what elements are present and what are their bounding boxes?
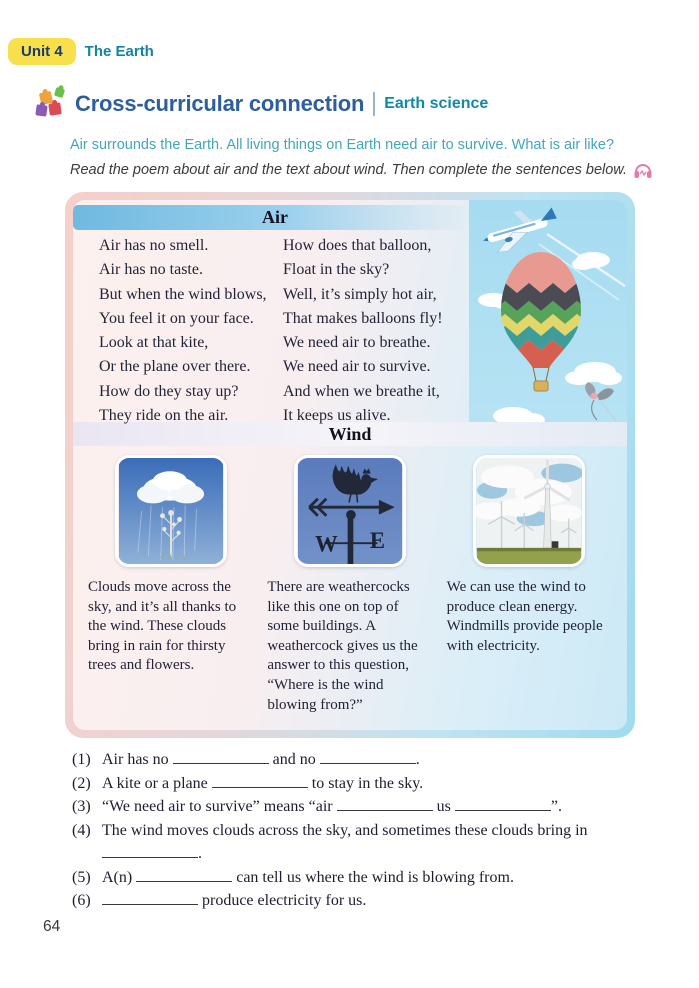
answer-blank xyxy=(455,797,551,811)
instruction-line xyxy=(70,160,660,181)
unit-badge: Unit 4 xyxy=(8,38,76,65)
air-illustration-graphic xyxy=(469,200,627,422)
poem-line: Well, it’s simply hot air, xyxy=(283,285,437,303)
exercise-item xyxy=(72,889,634,913)
hot-air-balloon-icon xyxy=(499,250,583,391)
section-title-row xyxy=(34,88,488,120)
intro-block xyxy=(70,135,660,181)
exercise-item-text: produce electricity for us. xyxy=(102,889,634,913)
airplane-icon xyxy=(478,201,562,257)
exercise-item xyxy=(72,772,634,796)
rain-cloud-photo xyxy=(115,455,227,567)
poem-line: That makes balloons fly! xyxy=(283,309,443,327)
poem-line: We need air to survive. xyxy=(283,358,431,376)
air-heading-band xyxy=(73,205,477,230)
exercise-item-number: (6) xyxy=(72,892,91,909)
exercise-item-text: A(n) can tell us where the wind is blowing from. xyxy=(102,868,514,886)
air-poem xyxy=(99,234,467,428)
instruction-text: Read the poem about air and the text about wind. Then complete the sentences below. xyxy=(70,162,628,178)
poem-line: And when we breathe it, xyxy=(283,382,440,400)
wind-column-windmills xyxy=(446,455,613,715)
svg-text:W: W xyxy=(314,531,338,557)
poem-line: Air has no taste. xyxy=(99,261,203,279)
air-heading: Air xyxy=(262,207,288,227)
poem-line: They ride on the air. xyxy=(99,407,229,425)
exercise-item xyxy=(72,795,634,819)
poem-line: Look at that kite, xyxy=(99,334,209,352)
kite-icon xyxy=(585,382,617,422)
wind-turbines-photo xyxy=(473,455,585,567)
svg-text:E: E xyxy=(369,527,386,553)
exercise-item xyxy=(72,819,634,866)
exercise-item-text: “We need air to survive” means “air us ”. xyxy=(102,798,562,815)
exercise-item-number: (4) xyxy=(72,821,91,839)
exercise-item-number: (2) xyxy=(72,774,91,792)
exercise-item-text: Air has no and no . xyxy=(102,751,420,768)
wind-columns xyxy=(73,446,627,715)
answer-blank xyxy=(173,750,269,764)
poem-line: Or the plane over there. xyxy=(99,358,251,376)
unit-header xyxy=(8,38,154,65)
wind-column-weathercock xyxy=(266,455,433,715)
wind-text-windmills: We can use the wind to produce clean energy. Windmills provide people with electricity. xyxy=(446,579,603,654)
wind-column-clouds xyxy=(87,455,254,715)
poem-column-2 xyxy=(283,234,467,428)
wind-heading: Wind xyxy=(328,424,372,444)
answer-blank xyxy=(212,774,308,788)
page-number: 64 xyxy=(43,918,61,935)
poem-line: We need air to breathe. xyxy=(283,334,431,352)
unit-title: The Earth xyxy=(84,43,154,60)
exercise-item-text: The wind moves clouds across the sky, and sometimes these clouds bring in . xyxy=(102,821,588,862)
exercise-item-text: A kite or a plane to stay in the sky. xyxy=(102,774,424,792)
answer-blank xyxy=(337,797,433,811)
weathercock-photo xyxy=(294,455,406,567)
poem-line: How does that balloon, xyxy=(283,237,432,254)
answer-blank xyxy=(320,750,416,764)
fill-in-exercise xyxy=(72,748,634,913)
poem-line: It keeps us alive. xyxy=(283,407,391,425)
poem-line: Float in the sky? xyxy=(283,261,390,279)
poem-line: How do they stay up? xyxy=(99,382,239,400)
exercise-item-number: (1) xyxy=(72,751,91,768)
answer-blank xyxy=(102,844,198,858)
answer-blank xyxy=(136,868,232,882)
air-section xyxy=(73,200,627,425)
headphones-icon[interactable] xyxy=(633,162,653,179)
wind-text-clouds: Clouds move across the sky, and it’s all thanks to the wind. These clouds bring in rain for thirsty trees and flowers. xyxy=(88,579,237,674)
answer-blank xyxy=(102,891,198,905)
exercise-item-number: (5) xyxy=(72,868,91,886)
poem-line: You feel it on your face. xyxy=(99,309,254,327)
page-title: Cross-curricular connection xyxy=(75,91,365,116)
poem-column-1 xyxy=(99,234,283,428)
puzzle-pieces-icon xyxy=(34,88,68,120)
poem-line: Air has no smell. xyxy=(99,237,209,254)
reading-panel xyxy=(65,192,635,738)
subject-label: Earth science xyxy=(384,95,489,112)
exercise-item-number: (3) xyxy=(72,798,91,815)
sky-illustration xyxy=(469,200,627,422)
title-divider xyxy=(373,92,375,116)
exercise-item xyxy=(72,866,634,890)
poem-line: But when the wind blows, xyxy=(99,285,267,303)
intro-text: Air surrounds the Earth. All living things on Earth need air to survive. What is air like? xyxy=(70,137,615,153)
exercise-item xyxy=(72,748,634,772)
wind-text-weathercock: There are weathercocks like this one on top of some buildings. A weathercock gives us the answer to this question, “Where is the wind blowing from?” xyxy=(267,579,418,713)
